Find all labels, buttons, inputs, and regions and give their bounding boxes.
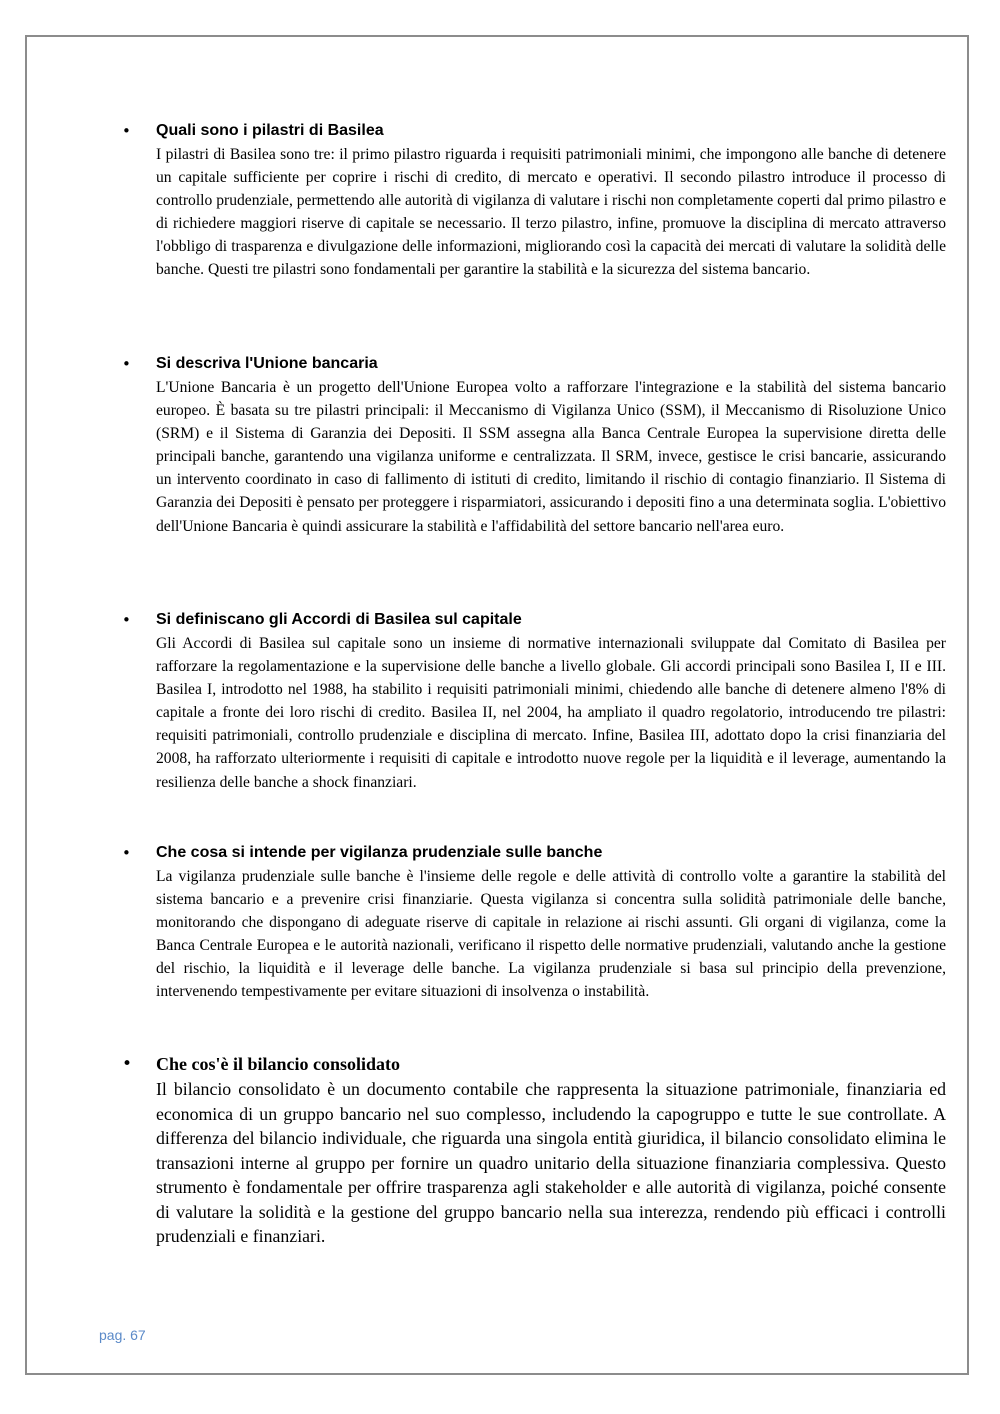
answer-paragraph: Gli Accordi di Basilea sul capitale sono un insieme di normative internazionali sviluppate dal Comitato di Basilea per rafforzare la regolamentazione e la supervisione delle banche a livello globale. Gli accordi principali sono Basilea I, II e III. Basilea I, introdotto nel 1988, ha stabilito i requisiti patrimoniali minimi, chiedendo alle banche di detenere almeno l'8% di capitale a fronte dei loro rischi di credito. Basilea II, nel 2004, ha ampliato il quadro regolatorio, introducendo tre pilastri: requisiti patrimoniali, controllo prudenziale e disciplina di mercato. Infine, Basilea III, adottato dopo la crisi finanziaria del 2008, ha rafforzato ulteriormente i requisiti di capitale e introdotto nuove regole per la liquidità e il leverage, aumentando la resilienza delle banche a shock finanziari.: [156, 635, 946, 791]
answer-paragraph: I pilastri di Basilea sono tre: il primo pilastro riguarda i requisiti patrimoniali minimi, che impongono alle banche di detenere un capitale sufficiente per coprire i rischi di credito, di mercato e operativi. Il secondo pilastro introduce il processo di controllo prudenziale, permettendo alle autorità di vigilanza di valutare i rischi non completamente coperti dal primo pilastro e di richiedere maggiori riserve di capitale se necessario. Il terzo pilastro, infine, promuove la disciplina di mercato attraverso l'obbligo di trasparenza e divulgazione delle informazioni, migliorando così la capacità dei mercati di valutare la solidità delle banche. Questi tre pilastri sono fondamentali per garantire la stabilità e la sicurezza del sistema bancario.: [156, 146, 946, 279]
question-title: Si descriva l'Unione bancaria: [156, 355, 378, 372]
bullet-icon: •: [122, 355, 131, 373]
qa-section: [116, 352, 946, 538]
answer-paragraph: La vigilanza prudenziale sulle banche è l'insieme delle regole e delle attività di controllo volte a garantire la stabilità del sistema bancario e a prevenire crisi finanziarie. Questa vigilanza si concentra sulla solidità patrimoniale delle banche, monitorando che dispongano di adeguate riserve di capitale in relazione ai rischi assunti. Gli organi di vigilanza, come la Banca Centrale Europea e le autorità nazionali, verificano il rispetto delle normative prudenziali, valutando anche la gestione del rischio, la liquidità e il leverage delle banche. La vigilanza prudenziale si basa sul principio della prevenzione, intervenendo tempestivamente per evitare situazioni di insolvenza o instabilità.: [156, 868, 946, 1001]
page-number: pag. 67: [99, 1327, 146, 1343]
bullet-icon: •: [122, 611, 131, 629]
bullet-icon: •: [122, 844, 131, 862]
answer-paragraph: Il bilancio consolidato è un documento contabile che rappresenta la situazione patrimoniale, finanziaria ed economica di un gruppo bancario nel suo complesso, includendo la capogruppo e tutte le sue controllate. A differenza del bilancio individuale, che riguarda una singola entità giuridica, il bilancio consolidato elimina le transazioni interne al gruppo per fornire un quadro unitario della situazione finanziaria complessiva. Questo strumento è fondamentale per offrire trasparenza agli stakeholder e alle autorità di vigilanza, poiché consente di valutare la solidità e la gestione del gruppo bancario nella sua interezza, rendendo più efficaci i controlli prudenziali e finanziari.: [156, 1079, 946, 1246]
bullet-icon: •: [122, 1054, 133, 1074]
qa-section: [116, 119, 946, 282]
qa-section: [116, 608, 946, 794]
question-title: Che cos'è il bilancio consolidato: [156, 1054, 401, 1074]
answer-paragraph: L'Unione Bancaria è un progetto dell'Unione Europea volto a rafforzare l'integrazione e la stabilità del sistema bancario europeo. È basata su tre pilastri principali: il Meccanismo di Vigilanza Unico (SSM), il Meccanismo di Risoluzione Unico (SRM) e il Sistema di Garanzia dei Depositi. Il SSM assegna alla Banca Centrale Europea la supervisione diretta delle principali banche, garantendo una vigilanza uniforme e centralizzata. Il SRM, invece, gestisce le crisi bancarie, assicurando un intervento coordinato in caso di fallimento di istituti di credito, limitando il rischio di contagio finanziario. Il Sistema di Garanzia dei Depositi è pensato per proteggere i risparmiatori, assicurando i depositi fino a una determinata soglia. L'obiettivo dell'Unione Bancaria è quindi assicurare la stabilità e l'affidabilità del settore bancario nell'area euro.: [156, 379, 946, 535]
question-title: Quali sono i pilastri di Basilea: [156, 122, 384, 139]
question-title: Che cosa si intende per vigilanza prudenziale sulle banche: [156, 844, 603, 861]
bullet-icon: •: [122, 122, 131, 140]
question-title: Si definiscano gli Accordi di Basilea sul capitale: [156, 611, 522, 628]
qa-section: [116, 841, 946, 1004]
qa-section: [116, 1051, 946, 1249]
